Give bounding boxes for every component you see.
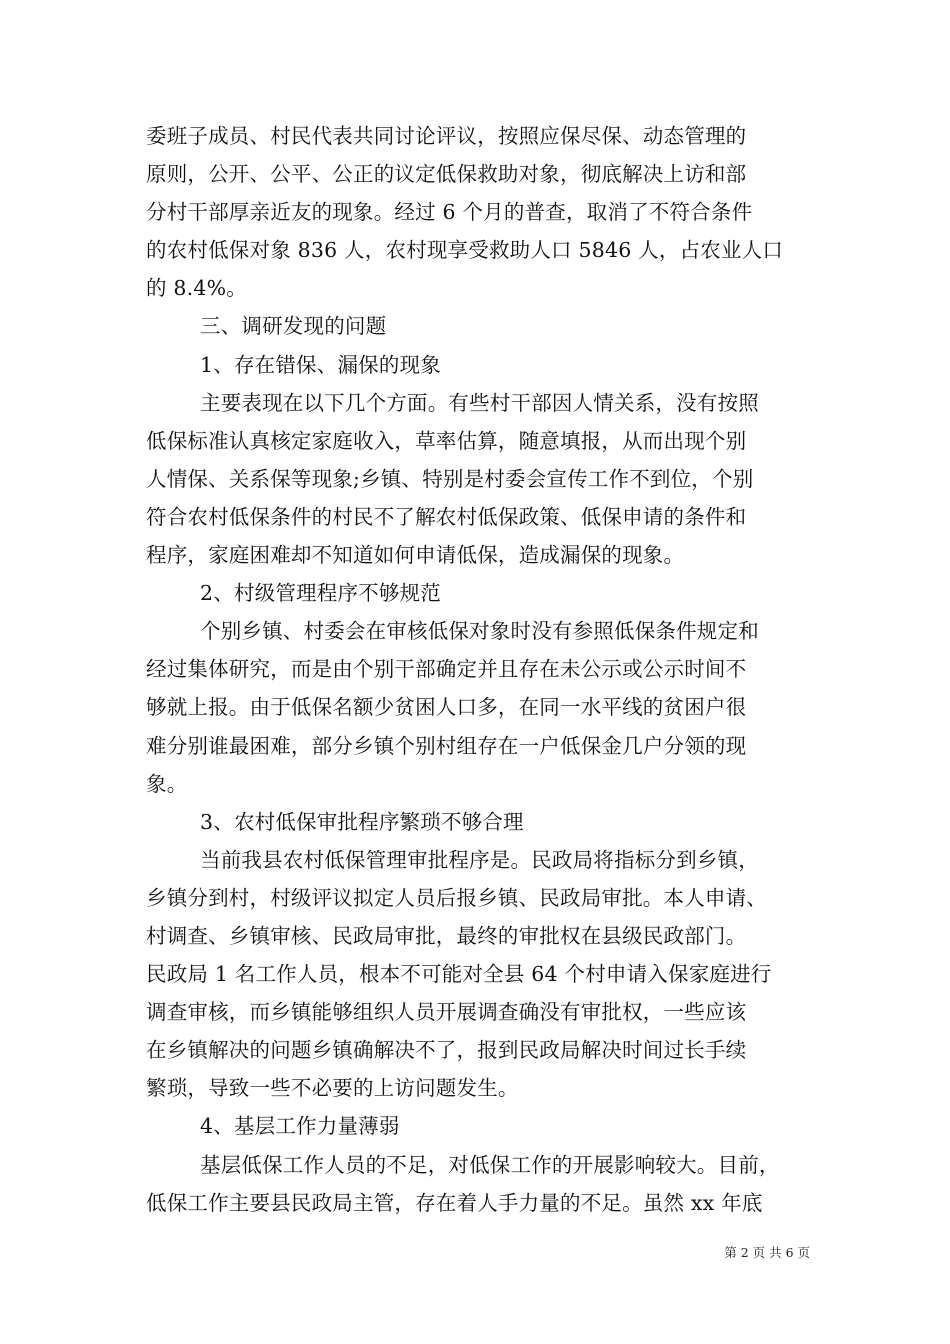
text-line: 基层低保工作人员的不足，对低保工作的开展影响较大。目前， — [200, 1152, 780, 1177]
text-line: 够就上报。由于低保名额少贫困人口多，在同一水平线的贫困户很 — [146, 695, 747, 720]
text-line: 符合农村低保条件的村民不了解农村低保政策、低保申请的条件和 — [146, 504, 747, 529]
text-line: 人情保、关系保等现象;乡镇、特别是村委会宣传工作不到位，个别 — [146, 466, 754, 491]
text-line: 象。 — [146, 771, 188, 796]
text-line: 民政局 1 名工作人员，根本不可能对全县 64 个村申请入保家庭进行 — [146, 962, 772, 987]
text-line: 经过集体研究，而是由个别干部确定并且存在未公示或公示时间不 — [146, 657, 747, 682]
text-line: 1、存在错保、漏保的现象 — [200, 352, 441, 377]
text-line: 调查审核，而乡镇能够组织人员开展调查确没有审批权，一些应该 — [146, 1000, 747, 1025]
text-line: 低保工作主要县民政局主管，存在着人手力量的不足。虽然 xx 年底 — [146, 1190, 763, 1215]
text-line: 在乡镇解决的问题乡镇确解决不了，报到民政局解决时间过长手续 — [146, 1038, 747, 1063]
text-line: 程序，家庭困难却不知道如何申请低保，造成漏保的现象。 — [146, 543, 685, 568]
document-body — [146, 117, 808, 1222]
text-line: 乡镇分到村，村级评议拟定人员后报乡镇、民政局审批。本人申请、 — [146, 885, 767, 910]
text-line: 委班子成员、村民代表共同讨论评议，按照应保尽保、动态管理的 — [146, 124, 747, 148]
text-line: 村调查、乡镇审核、民政局审批，最终的审批权在县级民政部门。 — [146, 923, 747, 948]
text-line: 2、村级管理程序不够规范 — [200, 581, 441, 606]
text-line: 难分别谁最困难，部分乡镇个别村组存在一户低保金几户分领的现 — [146, 733, 747, 758]
text-line: 主要表现在以下几个方面。有些村干部因人情关系，没有按照 — [200, 390, 759, 415]
text-line: 个别乡镇、村委会在审核低保对象时没有参照低保条件规定和 — [200, 619, 759, 644]
text-line: 3、农村低保审批程序繁琐不够合理 — [200, 809, 524, 834]
text-line: 当前我县农村低保管理审批程序是。民政局将指标分到乡镇， — [200, 847, 759, 872]
text-line: 三、调研发现的问题 — [200, 314, 387, 339]
text-line: 原则，公开、公平、公正的议定低保救助对象，彻底解决上访和部 — [146, 162, 747, 187]
text-line: 的 8.4%。 — [146, 276, 247, 301]
text-line: 分村干部厚亲近友的现象。经过 6 个月的普查，取消了不符合条件 — [146, 200, 753, 225]
text-line: 繁琐，导致一些不必要的上访问题发生。 — [146, 1076, 519, 1101]
page-number: 第 2 页 共 6 页 — [724, 1245, 810, 1260]
text-line: 的农村低保对象 836 人，农村现享受救助人口 5846 人，占农业人口 — [146, 238, 784, 263]
text-line: 低保标准认真核定家庭收入，草率估算，随意填报，从而出现个别 — [146, 428, 747, 453]
text-line: 4、基层工作力量薄弱 — [200, 1114, 400, 1139]
